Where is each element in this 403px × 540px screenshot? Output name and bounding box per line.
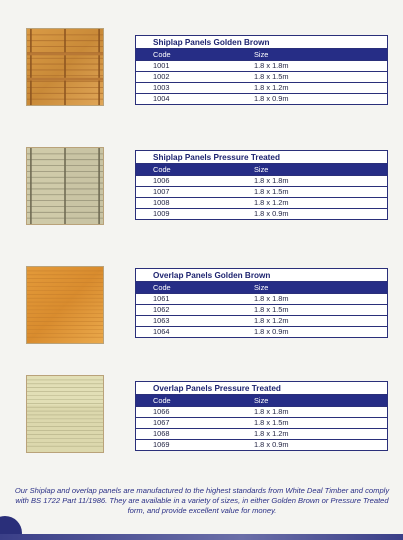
code-cell: 1001 bbox=[153, 61, 170, 70]
shiplap-pressure-treated-panel-image bbox=[26, 147, 104, 225]
table-row bbox=[136, 293, 387, 304]
size-cell: 1.8 x 1.5m bbox=[254, 187, 289, 196]
size-cell: 1.8 x 0.9m bbox=[254, 209, 289, 218]
code-cell: 1003 bbox=[153, 83, 170, 92]
section-title: Overlap Panels Pressure Treated bbox=[136, 382, 387, 395]
code-cell: 1062 bbox=[153, 305, 170, 314]
code-cell: 1061 bbox=[153, 294, 170, 303]
section-title: Shiplap Panels Pressure Treated bbox=[136, 151, 387, 164]
table-header bbox=[136, 164, 387, 175]
overlap-golden-brown-table bbox=[135, 268, 388, 338]
overlap-pressure-treated-panel-image bbox=[26, 375, 104, 453]
table-row bbox=[136, 417, 387, 428]
size-cell: 1.8 x 1.8m bbox=[254, 61, 289, 70]
size-cell: 1.8 x 1.5m bbox=[254, 72, 289, 81]
table-header bbox=[136, 282, 387, 293]
table-row bbox=[136, 71, 387, 82]
overlap-pressure-treated-table bbox=[135, 381, 388, 451]
code-cell: 1006 bbox=[153, 176, 170, 185]
code-header: Code bbox=[153, 396, 171, 405]
table-header bbox=[136, 49, 387, 60]
code-cell: 1066 bbox=[153, 407, 170, 416]
code-cell: 1007 bbox=[153, 187, 170, 196]
table-row bbox=[136, 197, 387, 208]
table-row bbox=[136, 428, 387, 439]
size-cell: 1.8 x 1.2m bbox=[254, 83, 289, 92]
size-header: Size bbox=[254, 165, 269, 174]
size-cell: 1.8 x 0.9m bbox=[254, 327, 289, 336]
table-row bbox=[136, 406, 387, 417]
decorative-bottom-band bbox=[0, 534, 403, 540]
table-row bbox=[136, 93, 387, 104]
table-row bbox=[136, 208, 387, 219]
table-row bbox=[136, 186, 387, 197]
size-cell: 1.8 x 0.9m bbox=[254, 440, 289, 449]
size-cell: 1.8 x 1.8m bbox=[254, 176, 289, 185]
size-cell: 1.8 x 1.5m bbox=[254, 418, 289, 427]
table-row bbox=[136, 304, 387, 315]
size-header: Size bbox=[254, 283, 269, 292]
size-cell: 1.8 x 1.2m bbox=[254, 198, 289, 207]
product-description: Our Shiplap and overlap panels are manufactured to the highest standards from White Deal Timber and comply with BS 1722 Part 11/1986. They are available in a variety of sizes, in either Golden Brown or Pressure Treated form, and provide excellent value for money. bbox=[14, 486, 390, 515]
size-header: Size bbox=[254, 50, 269, 59]
shiplap-golden-brown-table bbox=[135, 35, 388, 105]
shiplap-pressure-treated-table bbox=[135, 150, 388, 220]
code-cell: 1002 bbox=[153, 72, 170, 81]
code-cell: 1068 bbox=[153, 429, 170, 438]
table-row bbox=[136, 175, 387, 186]
table-header bbox=[136, 395, 387, 406]
table-row bbox=[136, 82, 387, 93]
size-cell: 1.8 x 1.8m bbox=[254, 407, 289, 416]
code-cell: 1064 bbox=[153, 327, 170, 336]
overlap-golden-brown-panel-image bbox=[26, 266, 104, 344]
size-cell: 1.8 x 1.5m bbox=[254, 305, 289, 314]
code-header: Code bbox=[153, 165, 171, 174]
size-cell: 1.8 x 1.8m bbox=[254, 294, 289, 303]
size-cell: 1.8 x 0.9m bbox=[254, 94, 289, 103]
code-cell: 1009 bbox=[153, 209, 170, 218]
code-cell: 1063 bbox=[153, 316, 170, 325]
code-cell: 1004 bbox=[153, 94, 170, 103]
code-cell: 1067 bbox=[153, 418, 170, 427]
code-header: Code bbox=[153, 50, 171, 59]
table-row bbox=[136, 326, 387, 337]
code-cell: 1008 bbox=[153, 198, 170, 207]
table-row bbox=[136, 60, 387, 71]
section-title: Shiplap Panels Golden Brown bbox=[136, 36, 387, 49]
table-row bbox=[136, 315, 387, 326]
size-header: Size bbox=[254, 396, 269, 405]
code-cell: 1069 bbox=[153, 440, 170, 449]
section-title: Overlap Panels Golden Brown bbox=[136, 269, 387, 282]
table-row bbox=[136, 439, 387, 450]
code-header: Code bbox=[153, 283, 171, 292]
size-cell: 1.8 x 1.2m bbox=[254, 429, 289, 438]
shiplap-golden-brown-panel-image bbox=[26, 28, 104, 106]
size-cell: 1.8 x 1.2m bbox=[254, 316, 289, 325]
